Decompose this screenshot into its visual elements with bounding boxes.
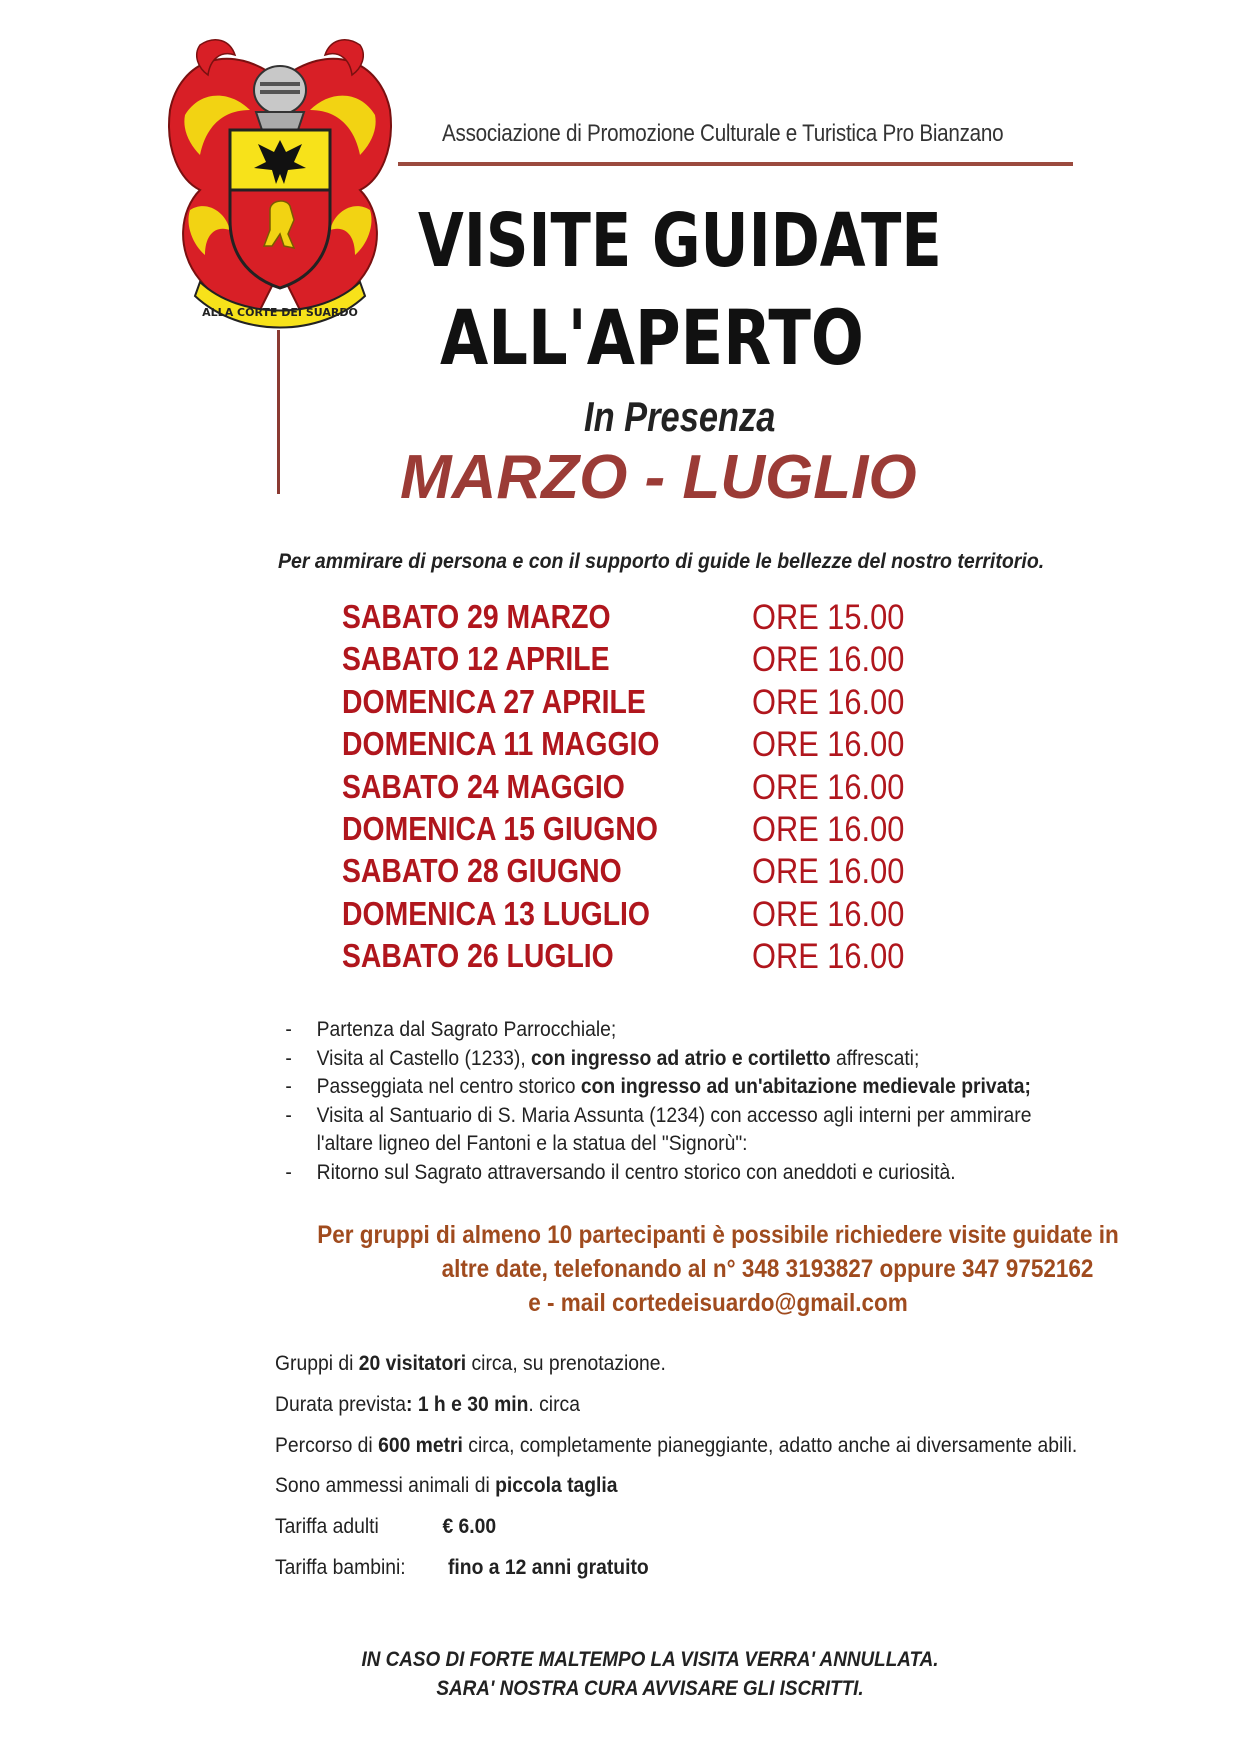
info-text: Durata prevista: [275, 1392, 407, 1416]
subtitle: In Presenza: [584, 393, 776, 440]
schedule-time: ORE 16.00: [752, 682, 905, 722]
crest-motto: ALLA CORTE DEI SUARDO: [202, 306, 358, 319]
association-name: Associazione di Promozione Culturale e Turistica Pro Bianzano: [442, 120, 1004, 147]
itinerary-list: [278, 1016, 1138, 1187]
itinerary-text: l'altare ligneo del Fantoni e la statua del "Signorù":: [316, 1132, 748, 1155]
crest-pole: [277, 330, 280, 494]
itinerary-text: Visita al Castello (1233),: [316, 1046, 532, 1070]
info-emphasis: 600 metri: [378, 1433, 463, 1457]
info-emphasis: : 1 h e 30 min: [406, 1392, 529, 1416]
schedule-row: [342, 895, 1022, 937]
itinerary-text: affrescati;: [830, 1046, 920, 1070]
info-text: circa, su prenotazione.: [466, 1352, 666, 1375]
info-animals: [275, 1474, 1103, 1515]
itinerary-text: Partenza dal Sagrato Parrocchiale;: [316, 1018, 617, 1041]
info-duration: [275, 1393, 1103, 1434]
weather-notice: [230, 1645, 1070, 1703]
schedule-date: DOMENICA 27 APRILE: [342, 682, 646, 720]
schedule-row: [342, 725, 1022, 767]
schedule-time: ORE 15.00: [752, 598, 905, 637]
itinerary-item: [278, 1016, 1069, 1045]
schedule-date: SABATO 29 MARZO: [342, 598, 611, 635]
schedule-row: [342, 640, 1022, 682]
itinerary-item: [278, 1102, 1069, 1131]
bullet-dash: -: [285, 1018, 292, 1041]
title-line-1: VISITE GUIDATE: [418, 198, 942, 284]
schedule-time: ORE 16.00: [752, 767, 905, 807]
schedule-time: ORE 16.00: [752, 852, 905, 892]
info-text: . circa: [528, 1392, 580, 1416]
bullet-dash: -: [285, 1160, 292, 1184]
info-groups: [275, 1352, 1103, 1393]
schedule-date: SABATO 26 LUGLIO: [342, 937, 614, 975]
title-line-2: ALL'APERTO: [440, 293, 864, 382]
schedule-row: [342, 598, 1022, 640]
info-text: circa, completamente pianeggiante, adatto anche ai diversamente abili.: [462, 1433, 1078, 1457]
contact-email: e - mail cortedeisuardo@gmail.com: [528, 1289, 908, 1317]
schedule-date: SABATO 12 APRILE: [342, 640, 610, 678]
schedule-time: ORE 16.00: [752, 937, 905, 977]
bullet-dash: -: [285, 1075, 292, 1098]
itinerary-item: [278, 1045, 1069, 1074]
schedule-date: DOMENICA 13 LUGLIO: [342, 894, 651, 932]
tariff-label: Tariffa bambini:: [275, 1555, 406, 1579]
intro-text: Per ammirare di persona e con il supporto di guide le bellezze del nostro territorio.: [278, 550, 1045, 573]
itinerary-text: Passeggiata nel centro storico: [316, 1075, 581, 1098]
itinerary-item-continued: [278, 1130, 1069, 1159]
schedule-date: DOMENICA 11 MAGGIO: [342, 725, 660, 763]
schedule-time: ORE 16.00: [752, 725, 905, 765]
info-emphasis: 20 visitatori: [358, 1352, 467, 1375]
schedule-date: SABATO 28 GIUGNO: [342, 852, 622, 890]
info-child-tariff: [275, 1556, 1103, 1597]
tariff-value: € 6.00: [442, 1515, 497, 1539]
months-range: MARZO - LUGLIO: [400, 443, 917, 512]
schedule-time: ORE 16.00: [752, 894, 905, 934]
schedule-list: [342, 598, 1022, 980]
contact-line: Per gruppi di almeno 10 partecipanti è possibile richiedere visite guidate in: [317, 1221, 1119, 1249]
schedule-row: [342, 810, 1022, 852]
itinerary-item: [278, 1073, 1069, 1102]
schedule-date: DOMENICA 15 GIUGNO: [342, 809, 658, 847]
schedule-row: [342, 937, 1022, 979]
itinerary-emphasis: con ingresso ad atrio e cortiletto: [531, 1046, 831, 1070]
info-emphasis: piccola taglia: [495, 1474, 618, 1498]
info-adult-tariff: [275, 1515, 1103, 1556]
info-text: Sono ammessi animali di: [275, 1474, 496, 1498]
tariff-value: fino a 12 anni gratuito: [447, 1555, 649, 1579]
coat-of-arms-logo: [160, 20, 400, 340]
itinerary-text: Ritorno sul Sagrato attraversando il centro storico con aneddoti e curiosità.: [316, 1160, 956, 1184]
contact-line: altre date, telefonando al n° 348 3193827 oppure 347 9752162: [441, 1255, 1094, 1283]
itinerary-text: Visita al Santuario di S. Maria Assunta (1234) con accesso agli interni per ammirare: [316, 1103, 1032, 1127]
schedule-date: SABATO 24 MAGGIO: [342, 767, 625, 805]
schedule-row: [342, 852, 1022, 894]
info-text: Percorso di: [275, 1433, 379, 1457]
header-rule: [398, 162, 1073, 166]
notice-line: SARA' NOSTRA CURA AVVISARE GLI ISCRITTI.: [436, 1677, 864, 1700]
itinerary-emphasis: con ingresso ad un'abitazione medievale privata;: [580, 1075, 1031, 1098]
bullet-dash: -: [285, 1103, 292, 1127]
bullet-dash: -: [285, 1046, 292, 1070]
group-booking-contact: [258, 1218, 1178, 1320]
schedule-time: ORE 16.00: [752, 809, 905, 849]
schedule-time: ORE 16.00: [752, 640, 905, 680]
visit-info: [275, 1352, 1175, 1597]
itinerary-item: [278, 1159, 1069, 1188]
info-text: Gruppi di: [275, 1352, 359, 1375]
info-route: [275, 1434, 1103, 1475]
notice-line: IN CASO DI FORTE MALTEMPO LA VISITA VERRA' ANNULLATA.: [361, 1648, 939, 1671]
tariff-label: Tariffa adulti: [275, 1515, 379, 1539]
schedule-row: [342, 768, 1022, 810]
schedule-row: [342, 683, 1022, 725]
